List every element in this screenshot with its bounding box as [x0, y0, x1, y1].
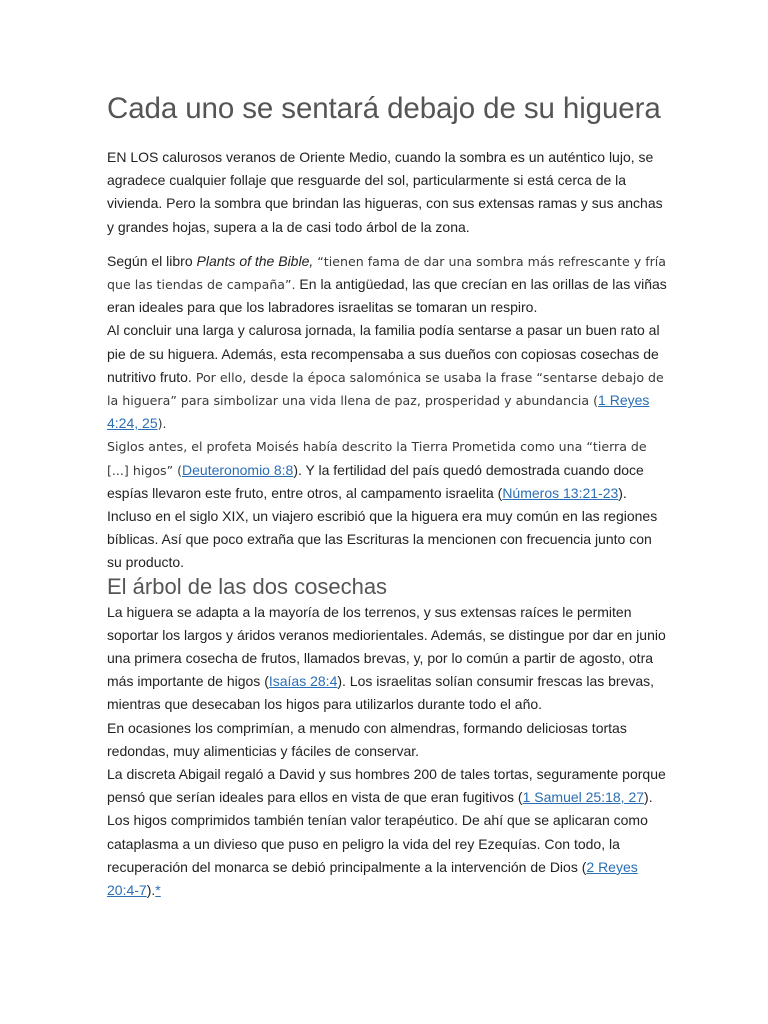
text: Por ello, desde la época salomónica se usaba la frase “sentarse debajo de la higuera” para simbolizar una vida llena de paz, prosperidad y abundancia ( [107, 369, 664, 409]
paragraph-plants-of-bible [107, 250, 667, 320]
reference-link-1-reyes[interactable]: 1 Reyes 4:24, 25 [107, 392, 650, 432]
text: Según el libro [107, 252, 197, 269]
text: ). Los israelitas solían consumir frescas las brevas, mientras que desecaban los higos para utilizarlos durante todo el año. [107, 673, 655, 713]
text: ). Incluso en el siglo XIX, un viajero escribió que la higuera era muy común en las regiones bíblicas. Así que poco extraña que las Escrituras la mencionen con frecuencia junto con su producto. [107, 484, 658, 571]
book-title: Plants of the Bible, [196, 252, 314, 269]
paragraph-promised-land [107, 435, 667, 574]
paragraph-family-rest [107, 319, 667, 435]
quote-text: “tienen fama de dar una sombra más refrescante y fría que las tiendas de campaña”. [107, 253, 667, 293]
paragraph-intro: EN LOS calurosos veranos de Oriente Medio, cuando la sombra es un auténtico lujo, se agradece cualquier follaje que resguarde del sol, particularmente si está cerca de la vivienda. Pero la sombra que brindan las higueras, con sus extensas ramas y sus anchas y grandes hojas, supera a la de casi todo árbol de la zona. [107, 149, 663, 235]
reference-link-isaias[interactable]: Isaías 28:4 [268, 673, 338, 690]
paragraph-fig-cakes: En ocasiones los comprimían, a menudo con almendras, formando deliciosas tortas redondas, muy alimenticias y fáciles de conservar. [107, 719, 627, 759]
text: La higuera se adapta a la mayoría de los terrenos, y sus extensas raíces le permiten soportar los largos y áridos veranos mediorientales. Además, se distingue por dar en junio una primera cosecha de frutos, llamados brevas, y, por lo común a partir de agosto, otra más importante de higos ( [107, 603, 666, 690]
text: ). [644, 789, 653, 806]
article-body [107, 90, 667, 902]
paragraph-therapeutic [107, 809, 667, 902]
paragraph-abigail [107, 763, 667, 809]
reference-link-1-samuel[interactable]: 1 Samuel 25:18, 27 [522, 789, 645, 806]
text: La discreta Abigail regaló a David y sus hombres 200 de tales tortas, seguramente porque pensó que serían ideales para ellos en vista de que eran fugitivos ( [107, 766, 666, 806]
text: Los higos comprimidos también tenían valor terapéutico. De ahí que se aplicaran como cataplasma a un divieso que puso en peligro la vida del rey Ezequías. Con todo, la recuperación del monarca se debió principalmente a la intervención de Dios ( [107, 812, 648, 875]
reference-link-deuteronomio[interactable]: Deuteronomio 8:8 [182, 461, 294, 478]
text: ). Y la fertilidad del país quedó demostrada cuando doce espías llevaron este fruto, entre otros, al campamento israelita ( [107, 461, 644, 501]
text: ). [146, 882, 156, 899]
footnote-link[interactable]: * [155, 882, 161, 899]
section-heading: El árbol de las dos cosechas [107, 573, 388, 599]
reference-link-2-reyes[interactable]: 2 Reyes 20:4-7 [107, 858, 638, 899]
article-title: Cada uno se sentará debajo de su higuera [107, 92, 661, 125]
paragraph-two-harvests [107, 601, 667, 717]
text: ). [157, 416, 167, 432]
text: En la antigüedad, las que crecían en las orillas de las viñas eran ideales para que los labradores israelitas se tomaran un respiro. [107, 276, 667, 316]
reference-link-numeros[interactable]: Números 13:21-23 [502, 484, 619, 501]
text: Siglos antes, el profeta Moisés había descrito la Tierra Prometida como una “tierra de [...] higos” ( [107, 439, 647, 478]
text: Al concluir una larga y calurosa jornada, la familia podía sentarse a pasar un buen rato al pie de su higuera. Además, esta recompensaba a sus dueños con copiosas cosechas de nutritivo fruto. [107, 322, 660, 385]
